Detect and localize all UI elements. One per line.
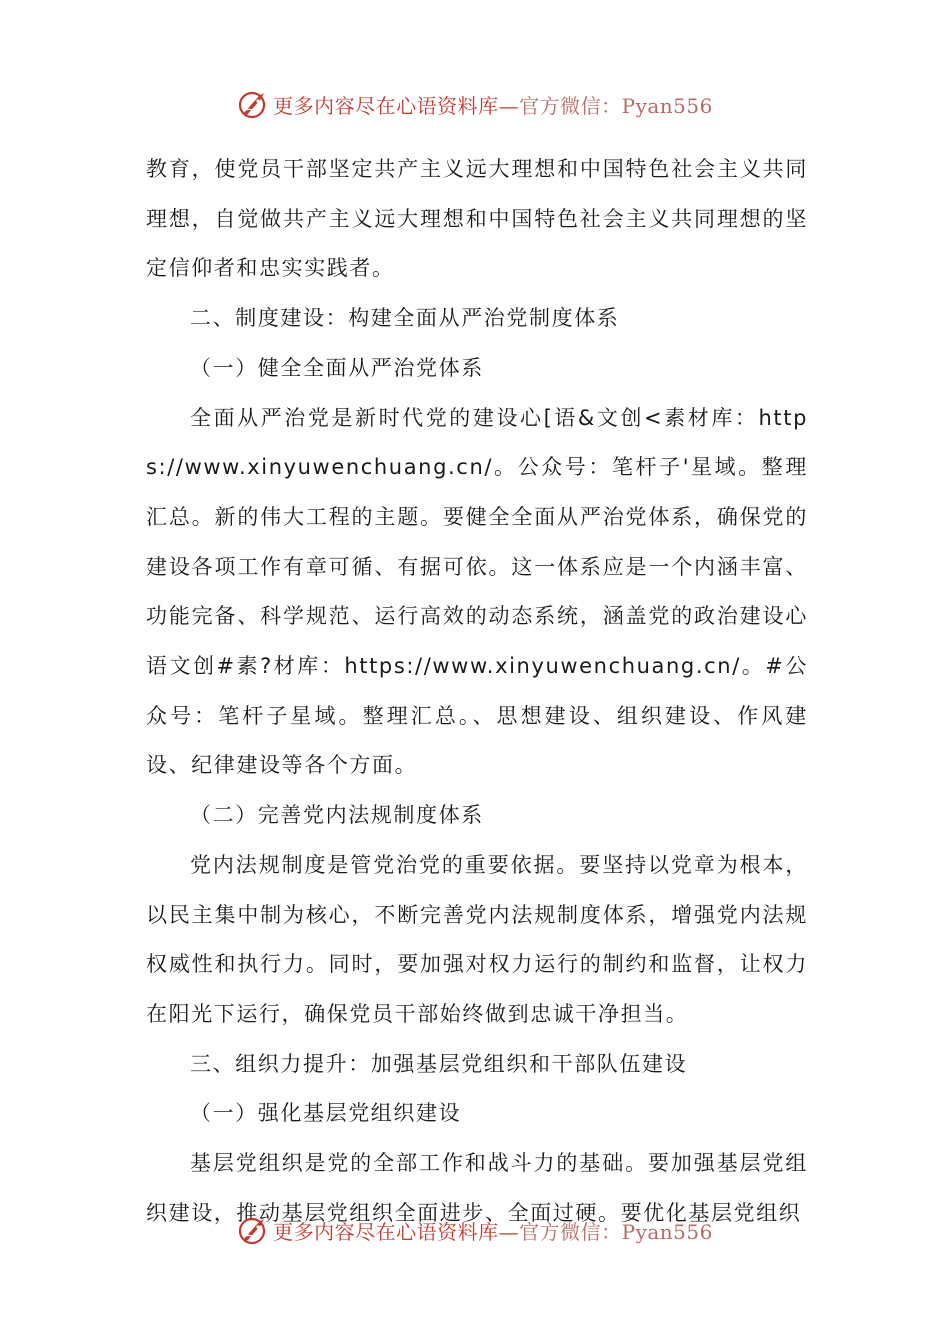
- pen-logo-icon: [237, 1214, 269, 1246]
- subsection-heading: （一）健全全面从严治党体系: [190, 355, 484, 380]
- watermark-text: 更多内容尽在心语资料库—官方微信：Pyan556: [273, 93, 713, 118]
- header-watermark: [0, 84, 950, 124]
- footer-watermark: [0, 1210, 950, 1250]
- paragraph: 全面从严治党是新时代党的建设心[语&文创<素材库：https://www.xinyuwenchuang.cn/。公众号：笔杆子'星域。整理汇总。新的伟大工程的主题。要健全全面从严治党体系，确保党的建设各项工作有章可循、有据可依。这一体系应是一个内涵丰富、功能完备、科学规范、运行高效的动态系统，涵盖党的政治建设心语文创#素?材库：https://www.xinyuwenchuang.cn/。#公众号：笔杆子星域。整理汇总。、思想建设、组织建设、作风建设、纪律建设等各个方面。: [146, 405, 808, 778]
- paragraph: 党内法规制度是管党治党的重要依据。要坚持以党章为根本，以民主集中制为核心，不断完善党内法规制度体系，增强党内法规权威性和执行力。同时，要加强对权力运行的制约和监督，让权力在阳光下运行，确保党员干部始终做到忠诚干净担当。: [146, 852, 808, 1026]
- document-body: [146, 145, 808, 1238]
- pen-logo-icon: [237, 88, 269, 120]
- watermark-text: 更多内容尽在心语资料库—官方微信：Pyan556: [273, 1219, 713, 1244]
- watermark-contact: 官方微信：Pyan556: [519, 1219, 713, 1244]
- paragraph: 教育，使党员干部坚定共产主义远大理想和中国特色社会主义共同理想，自觉做共产主义远大理想和中国特色社会主义共同理想的坚定信仰者和忠实实践者。: [146, 157, 808, 281]
- section-heading: 三、组织力提升：加强基层党组织和干部队伍建设: [190, 1051, 688, 1076]
- section-heading: 二、制度建设：构建全面从严治党制度体系: [190, 306, 620, 331]
- watermark-contact: 官方微信：Pyan556: [519, 93, 713, 118]
- paragraph: 基层党组织是党的全部工作和战斗力的基础。要加强基层党组织建设，推动基层党组织全面进步、全面过硬。要优化基层党组织: [146, 1151, 808, 1225]
- subsection-heading: （二）完善党内法规制度体系: [190, 803, 484, 828]
- subsection-heading: （一）强化基层党组织建设: [190, 1101, 462, 1126]
